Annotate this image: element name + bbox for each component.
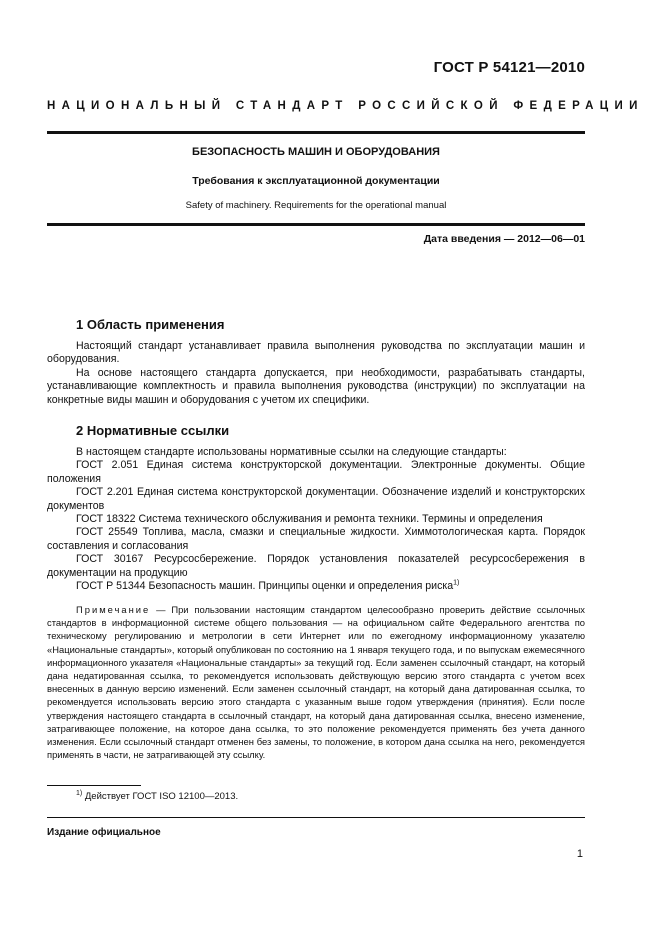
edition-label: Издание официальное	[47, 827, 161, 838]
footnote-mark: 1)	[76, 789, 83, 797]
reference-item: ГОСТ 30167 Ресурсосбережение. Порядок установления показателей ресурсосбережения в документации на продукцию	[47, 553, 585, 579]
reference-item: ГОСТ 2.051 Единая система конструкторской документации. Электронные документы. Общие положения	[47, 459, 585, 485]
footnote-rule	[47, 785, 141, 786]
reference-item: ГОСТ 18322 Система технического обслуживания и ремонта техники. Термины и определения	[76, 513, 543, 526]
introduction-date: Дата введения — 2012—06—01	[423, 233, 585, 245]
note-paragraph	[47, 603, 585, 761]
reference-item-with-footnote	[47, 580, 585, 593]
reference-item: ГОСТ 25549 Топлива, масла, смазки и специальные жидкости. Химмотологическая карта. Порядок составления и согласования	[47, 526, 585, 552]
title-sub: Требования к эксплуатационной документации	[192, 175, 440, 187]
section-2-body	[47, 446, 585, 593]
footnote	[76, 791, 238, 802]
national-standard-banner: НАЦИОНАЛЬНЫЙ СТАНДАРТ РОССИЙСКОЙ ФЕДЕРАЦИИ	[47, 100, 644, 112]
section-1-heading: 1 Область применения	[76, 317, 225, 332]
title-main: БЕЗОПАСНОСТЬ МАШИН И ОБОРУДОВАНИЯ	[192, 146, 440, 158]
note-label: Примечание	[76, 604, 151, 615]
header-rule	[47, 131, 585, 134]
page-number: 1	[576, 848, 583, 860]
footnote-mark: 1)	[453, 579, 460, 587]
doc-number: ГОСТ Р 54121—2010	[433, 59, 585, 76]
reference-item: ГОСТ Р 51344 Безопасность машин. Принципы оценки и определения риска	[76, 580, 454, 593]
reference-item: ГОСТ 2.201 Единая система конструкторской документации. Обозначение изделий и конструкторских документов	[47, 486, 585, 512]
section-2-intro: В настоящем стандарте использованы нормативные ссылки на следующие стандарты:	[76, 446, 507, 458]
footer-rule	[47, 817, 585, 818]
section-2-heading: 2 Нормативные ссылки	[76, 423, 230, 438]
footnote-text: Действует ГОСТ ISO 12100—2013.	[82, 791, 239, 802]
section-1-paragraph-2: На основе настоящего стандарта допускается, при необходимости, разрабатывать стандарты, устанавливающие комплектность и правила выполнения руководства (инструкции) по эксплуатации на конкретные виды машин и оборудования с учетом их специфики.	[47, 366, 585, 406]
title-rule	[47, 223, 585, 226]
note-block	[47, 603, 585, 761]
title-english: Safety of machinery. Requirements for the operational manual	[185, 200, 447, 211]
section-1-paragraph-1: Настоящий стандарт устанавливает правила выполнения руководства по эксплуатации машин и оборудования.	[47, 340, 585, 366]
section-1-body	[47, 340, 585, 407]
note-text: — При пользовании настоящим стандартом целесообразно проверить действие ссылочных стандартов в информационной системе общего пользования — на официальном сайте Федерального агентства по техническому регулированию и метрологии в сети Интернет или по ежегодному информационному указателю «Национальные стандарты», который опубликован по состоянию на 1 января текущего года, и по выпускам ежемесячного информационного указателя «Национальные стандарты» за текущий год. Если заменен ссылочный стандарт, на который дана недатированная ссылка, то рекомендуется использовать действующую версию этого стандарта с учетом всех внесенных в данную версию изменений. Если заменен ссылочный стандарт, на который дана датированная ссылка, то рекомендуется использовать версию этого стандарта с указанным выше годом утверждения (принятия). Если после утверждения настоящего стандарта в ссылочный стандарт, на который дана датированная ссылка, внесено изменение, затрагивающее положение, на которое дана ссылка, то это положение рекомендуется применять без учета данного изменения. Если ссылочный стандарт отменен без замены, то положение, в котором дана ссылка на него, рекомендуется применять в части, не затрагивающей эту ссылку.	[47, 604, 585, 761]
